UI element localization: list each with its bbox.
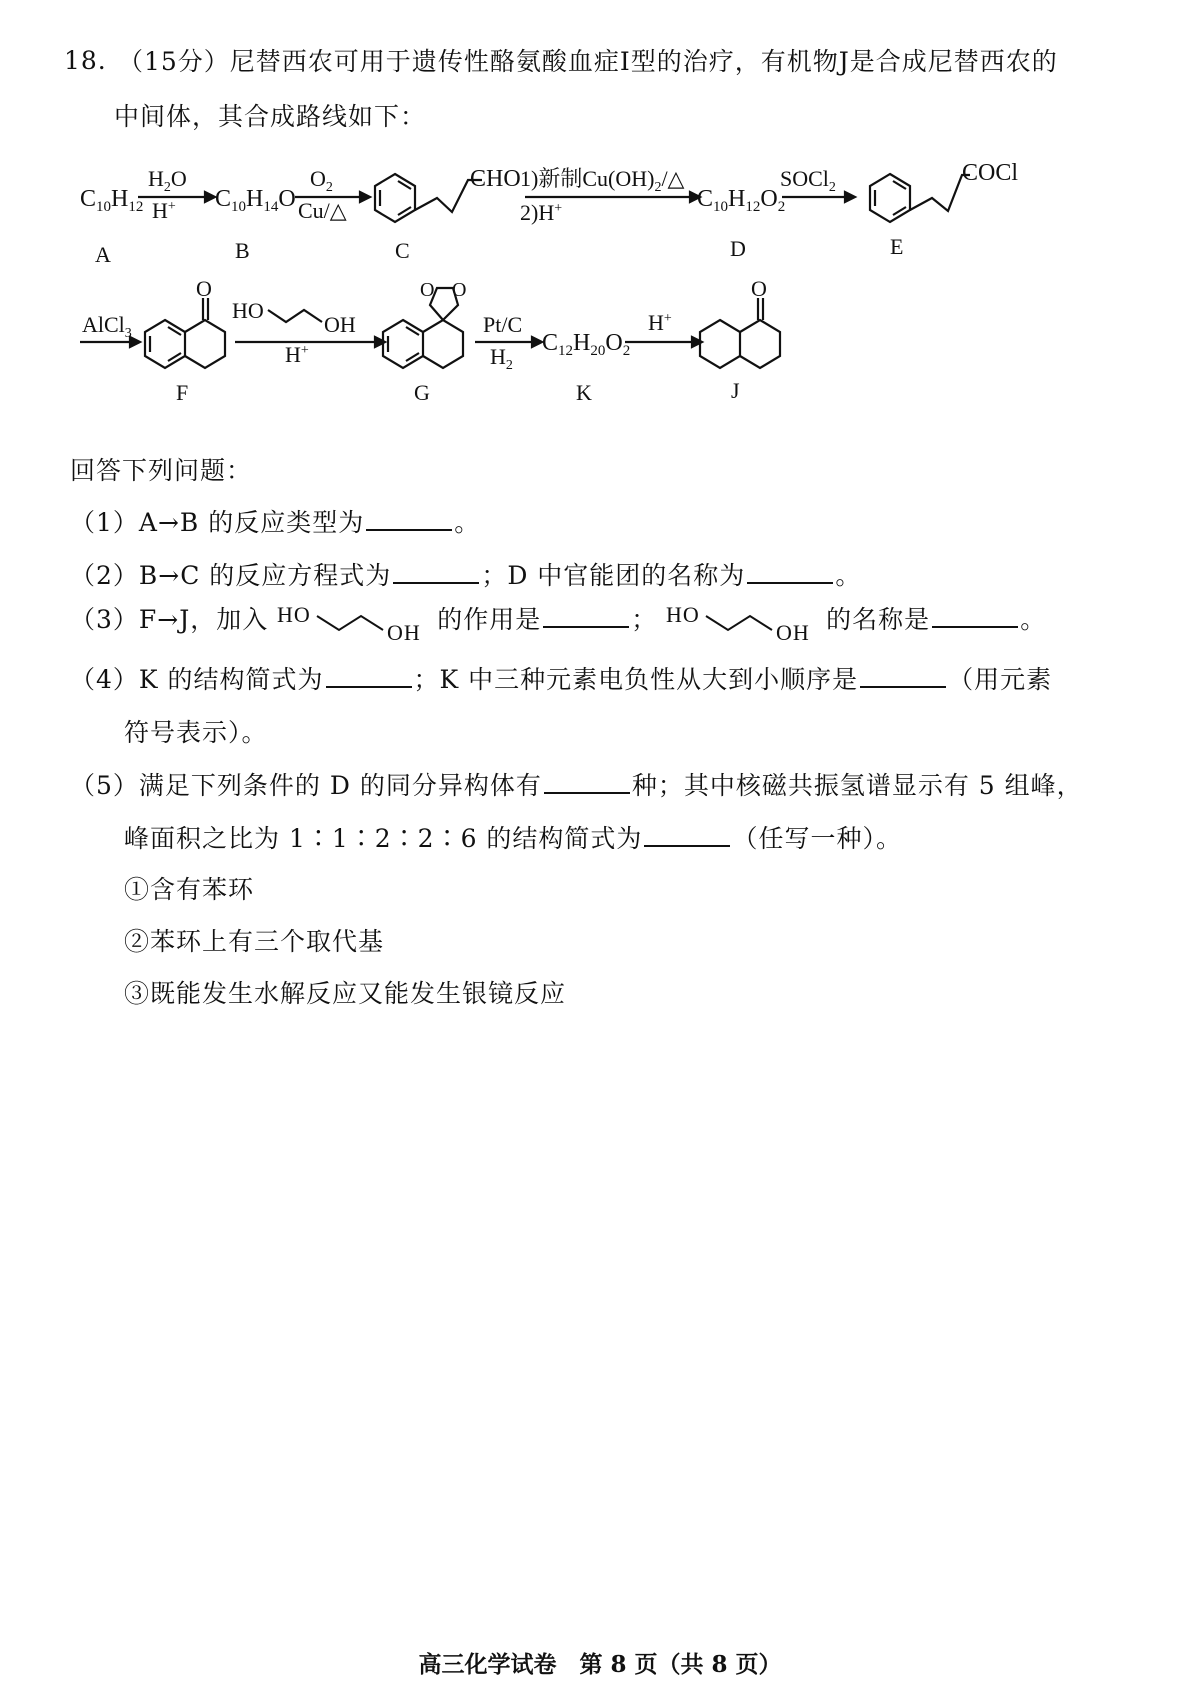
EF-reagent: AlCl$_3$ bbox=[82, 312, 132, 341]
svg-text:E: E bbox=[890, 234, 904, 259]
question-intro-line1: （15分）尼替西农可用于遗传性酪氨酸血症Ⅰ型的治疗，有机物J是合成尼替西农的 bbox=[118, 47, 1058, 76]
svg-text:HO: HO bbox=[666, 601, 700, 627]
BC-reagent-bottom: Cu/△ bbox=[298, 198, 347, 223]
J-carbonyl-O: O bbox=[751, 276, 767, 301]
GK-reagent-top: Pt/C bbox=[483, 312, 523, 337]
AB-reagent-bottom: H+ bbox=[152, 198, 176, 223]
G-ketal-O2: O bbox=[452, 279, 467, 301]
answer-blank[interactable] bbox=[366, 507, 452, 531]
answer-blank[interactable] bbox=[747, 560, 833, 584]
question-4-line2: 符号表示）。 bbox=[124, 718, 268, 747]
CD-reagent-bottom: 2)H+ bbox=[520, 200, 563, 225]
answer-blank[interactable] bbox=[326, 664, 412, 688]
diol-HO: HO bbox=[232, 298, 264, 323]
ethylene-glycol-structure bbox=[277, 602, 437, 642]
svg-text:OH: OH bbox=[387, 619, 421, 642]
svg-text:J: J bbox=[731, 378, 740, 403]
K-formula: $C_{12}H_{20}O_2$ bbox=[542, 330, 631, 359]
question-intro-line2: 中间体，其合成路线如下： bbox=[114, 102, 427, 131]
condition-3: ③既能发生水解反应又能发生银镜反应 bbox=[124, 979, 567, 1008]
GK-reagent-bottom: $H_2$ bbox=[490, 344, 513, 373]
svg-text:K: K bbox=[576, 380, 592, 405]
ethylene-glycol-structure bbox=[666, 602, 826, 642]
DE-reagent: SOCl$_2$ bbox=[780, 166, 836, 195]
svg-text:B: B bbox=[235, 238, 250, 263]
C-group: CHO bbox=[470, 166, 521, 192]
answer-blank[interactable] bbox=[543, 604, 629, 628]
synthesis-scheme bbox=[0, 0, 1200, 420]
svg-text:D: D bbox=[730, 236, 746, 261]
answer-blank[interactable] bbox=[544, 770, 630, 794]
question-5-line2: 峰面积之比为 1∶1∶2∶2∶6 的结构简式为 （任写一种）。 bbox=[124, 824, 902, 853]
condition-1: ①含有苯环 bbox=[124, 875, 255, 904]
E-group: COCl bbox=[962, 160, 1019, 186]
question-3: （3）F→J，加入 HO OH 的作用是 ； HO OH 的名称是 。 bbox=[70, 600, 1046, 642]
answer-blank[interactable] bbox=[393, 560, 479, 584]
AB-reagent-top: $H_2O$ bbox=[148, 166, 187, 195]
CD-reagent-top: 1)新制$Cu(OH)_2/\triangle$ bbox=[520, 166, 685, 195]
answer-blank[interactable] bbox=[644, 823, 730, 847]
A-formula: $C_{10}H_{12}$ bbox=[80, 186, 144, 215]
page-footer: 高三化学试卷 第 8 页（共 8 页） bbox=[418, 1651, 782, 1678]
D-formula: $C_{10}H_{12}O_2$ bbox=[697, 186, 786, 215]
G-ketal-O1: O bbox=[420, 279, 435, 301]
svg-text:G: G bbox=[414, 380, 430, 405]
answer-intro: 回答下列问题： bbox=[70, 456, 253, 485]
answer-blank[interactable] bbox=[860, 664, 946, 688]
answer-blank[interactable] bbox=[932, 604, 1018, 628]
B-formula: $C_{10}H_{14}O$ bbox=[215, 186, 296, 215]
question-5: （5）满足下列条件的 D 的同分异构体有 种；其中核磁共振氢谱显示有 5 组峰， bbox=[70, 771, 1083, 800]
condition-2: ②苯环上有三个取代基 bbox=[124, 927, 385, 956]
diol-OH: OH bbox=[324, 312, 356, 337]
svg-text:OH: OH bbox=[776, 619, 810, 642]
question-4: （4）K 的结构简式为 ；K 中三种元素电负性从大到小顺序是 （用元素 bbox=[70, 665, 1053, 694]
svg-text:HO: HO bbox=[277, 601, 311, 627]
BC-reagent-top: $O_2$ bbox=[310, 166, 333, 195]
FG-reagent-bottom: H+ bbox=[285, 342, 309, 367]
svg-text:C: C bbox=[395, 238, 410, 263]
question-2: （2）B→C 的反应方程式为 ；D 中官能团的名称为 。 bbox=[70, 561, 862, 590]
svg-text:F: F bbox=[176, 380, 189, 405]
KJ-reagent: H+ bbox=[648, 310, 672, 335]
question-number: 18. bbox=[64, 46, 107, 75]
F-carbonyl-O: O bbox=[196, 276, 212, 301]
question-1: （1）A→B 的反应类型为 。 bbox=[70, 508, 481, 537]
svg-text:A: A bbox=[95, 242, 111, 267]
